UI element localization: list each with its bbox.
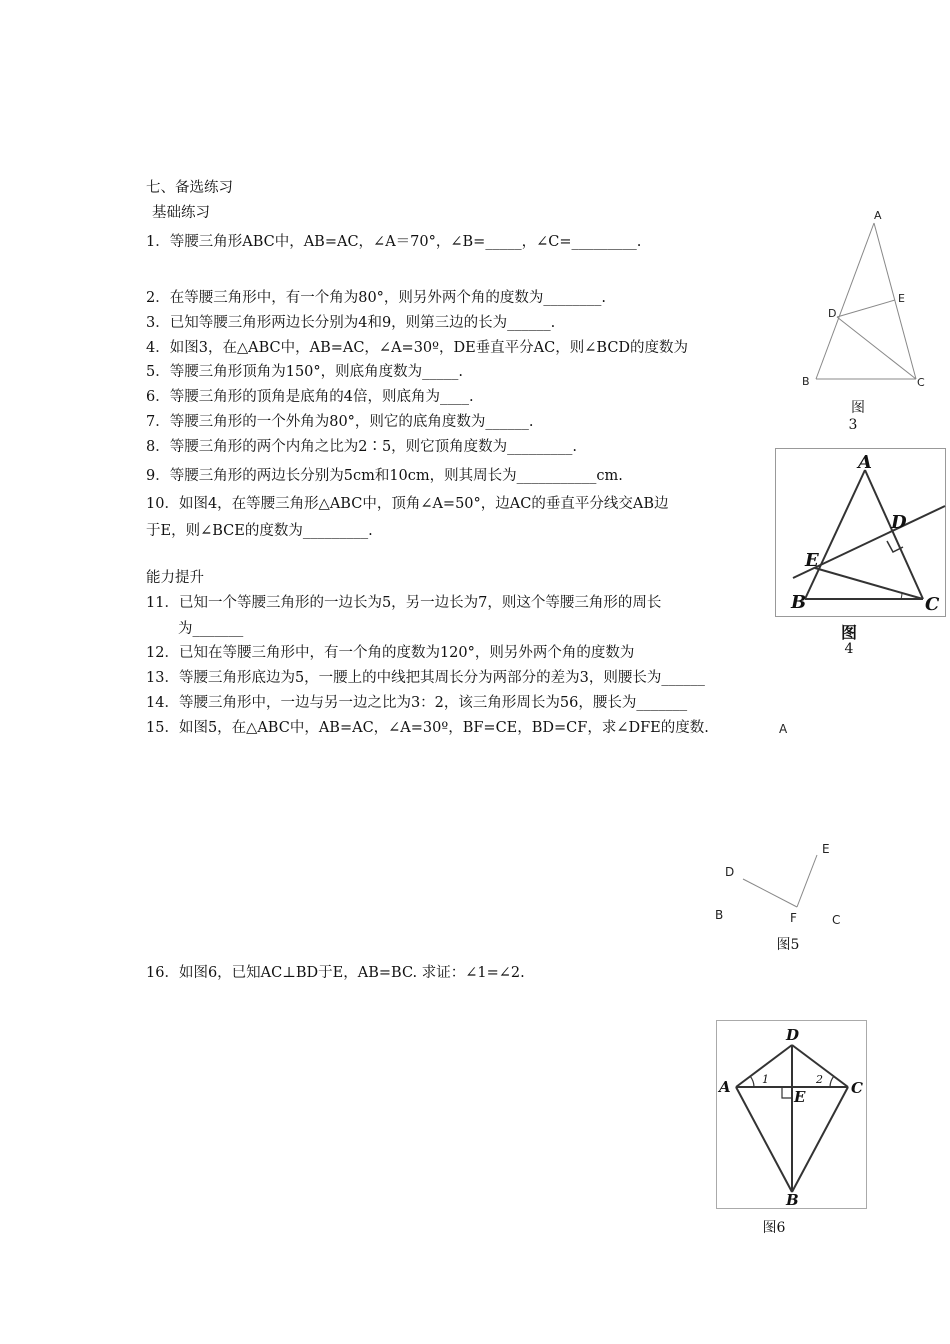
fig5-label-a: A: [779, 722, 788, 736]
question-1: 1．等腰三角形ABC中，AB=AC，∠A＝70°，∠B=_____，∠C=_________.: [146, 234, 642, 250]
fig5-label-c: C: [832, 913, 841, 927]
fig6-label-c: C: [851, 1079, 863, 1097]
figure-3-caption-1: 图: [851, 400, 865, 416]
fig6-label-a: A: [719, 1078, 731, 1096]
question-4: 4．如图3，在△ABC中，AB=AC，∠A=30º，DE垂直平分AC，则∠BCD的度数为: [146, 340, 689, 356]
figure-6-diagram: [716, 1020, 868, 1210]
figure-3-caption-2: 3: [848, 417, 858, 433]
fig5-label-b: B: [715, 908, 724, 922]
fig3-label-e: E: [898, 292, 905, 305]
basic-practice-heading: 基础练习: [152, 205, 210, 221]
question-14: 14．等腰三角形中，一边与另一边之比为3：2，该三角形周长为56，腰长为_______: [146, 695, 688, 711]
fig6-label-b: B: [786, 1191, 799, 1209]
question-13: 13．等腰三角形底边为5，一腰上的中线把其周长分为两部分的差为3，则腰长为______: [146, 670, 705, 686]
fig5-label-e: E: [822, 842, 830, 856]
question-2: 2．在等腰三角形中，有一个角为80°，则另外两个角的度数为________.: [146, 290, 607, 306]
question-15: 15．如图5，在△ABC中，AB=AC，∠A=30º，BF=CE，BD=CF，求∠DFE的度数.: [146, 720, 709, 736]
figure-6-caption: 图6: [762, 1220, 786, 1236]
fig4-label-e: E: [805, 550, 819, 571]
fig6-label-d: D: [786, 1026, 800, 1044]
section-title: 七、备选练习: [146, 180, 233, 196]
fig6-label-e: E: [794, 1088, 806, 1106]
fig5-label-d: D: [725, 865, 735, 879]
fig3-label-a: A: [874, 209, 882, 222]
question-7: 7．等腰三角形的一个外角为80°，则它的底角度数为______.: [146, 414, 534, 430]
question-16: 16．如图6，已知AC⊥BD于E，AB=BC. 求证：∠1=∠2.: [146, 965, 525, 981]
question-12: 12．已知在等腰三角形中，有一个角的度数为120°，则另外两个角的度数为: [146, 645, 635, 661]
question-5: 5．等腰三角形顶角为150°，则底角度数为_____.: [146, 364, 464, 380]
question-10-line-1: 10．如图4，在等腰三角形△ABC中，顶角∠A=50°，边AC的垂直平分线交AB边: [146, 496, 669, 512]
figure-4-diagram: [775, 448, 947, 618]
fig4-label-c: C: [925, 594, 940, 615]
advanced-heading: 能力提升: [146, 570, 204, 586]
fig3-label-d: D: [828, 307, 837, 320]
fig4-label-b: B: [791, 592, 807, 613]
figure-3-diagram: [790, 205, 940, 395]
question-10-line-2: 于E，则∠BCE的度数为_________.: [146, 523, 373, 539]
figure-5-diagram: [705, 715, 855, 935]
fig6-angle-2: 2: [816, 1073, 823, 1086]
question-11-line-1: 11．已知一个等腰三角形的一边长为5，另一边长为7，则这个等腰三角形的周长: [146, 595, 662, 611]
fig3-label-c: C: [917, 376, 925, 389]
figure-5-caption: 图5: [776, 937, 800, 953]
question-8: 8．等腰三角形的两个内角之比为2∶5，则它顶角度数为_________.: [146, 439, 578, 455]
fig4-label-d: D: [891, 512, 907, 533]
fig4-label-a: A: [858, 452, 872, 473]
question-11-line-2: 为_______: [178, 621, 244, 637]
fig3-label-b: B: [802, 375, 810, 388]
question-9: 9．等腰三角形的两边长分别为5cm和10cm，则其周长为___________cm.: [146, 468, 623, 484]
question-6: 6．等腰三角形的顶角是底角的4倍，则底角为____.: [146, 389, 474, 405]
figure-4-caption-1: 图: [840, 623, 857, 642]
fig5-label-f: F: [790, 911, 797, 925]
question-3: 3．已知等腰三角形两边长分别为4和9，则第三边的长为______.: [146, 315, 556, 331]
fig6-angle-1: 1: [762, 1073, 769, 1086]
figure-4-caption-2: 4: [844, 641, 854, 657]
